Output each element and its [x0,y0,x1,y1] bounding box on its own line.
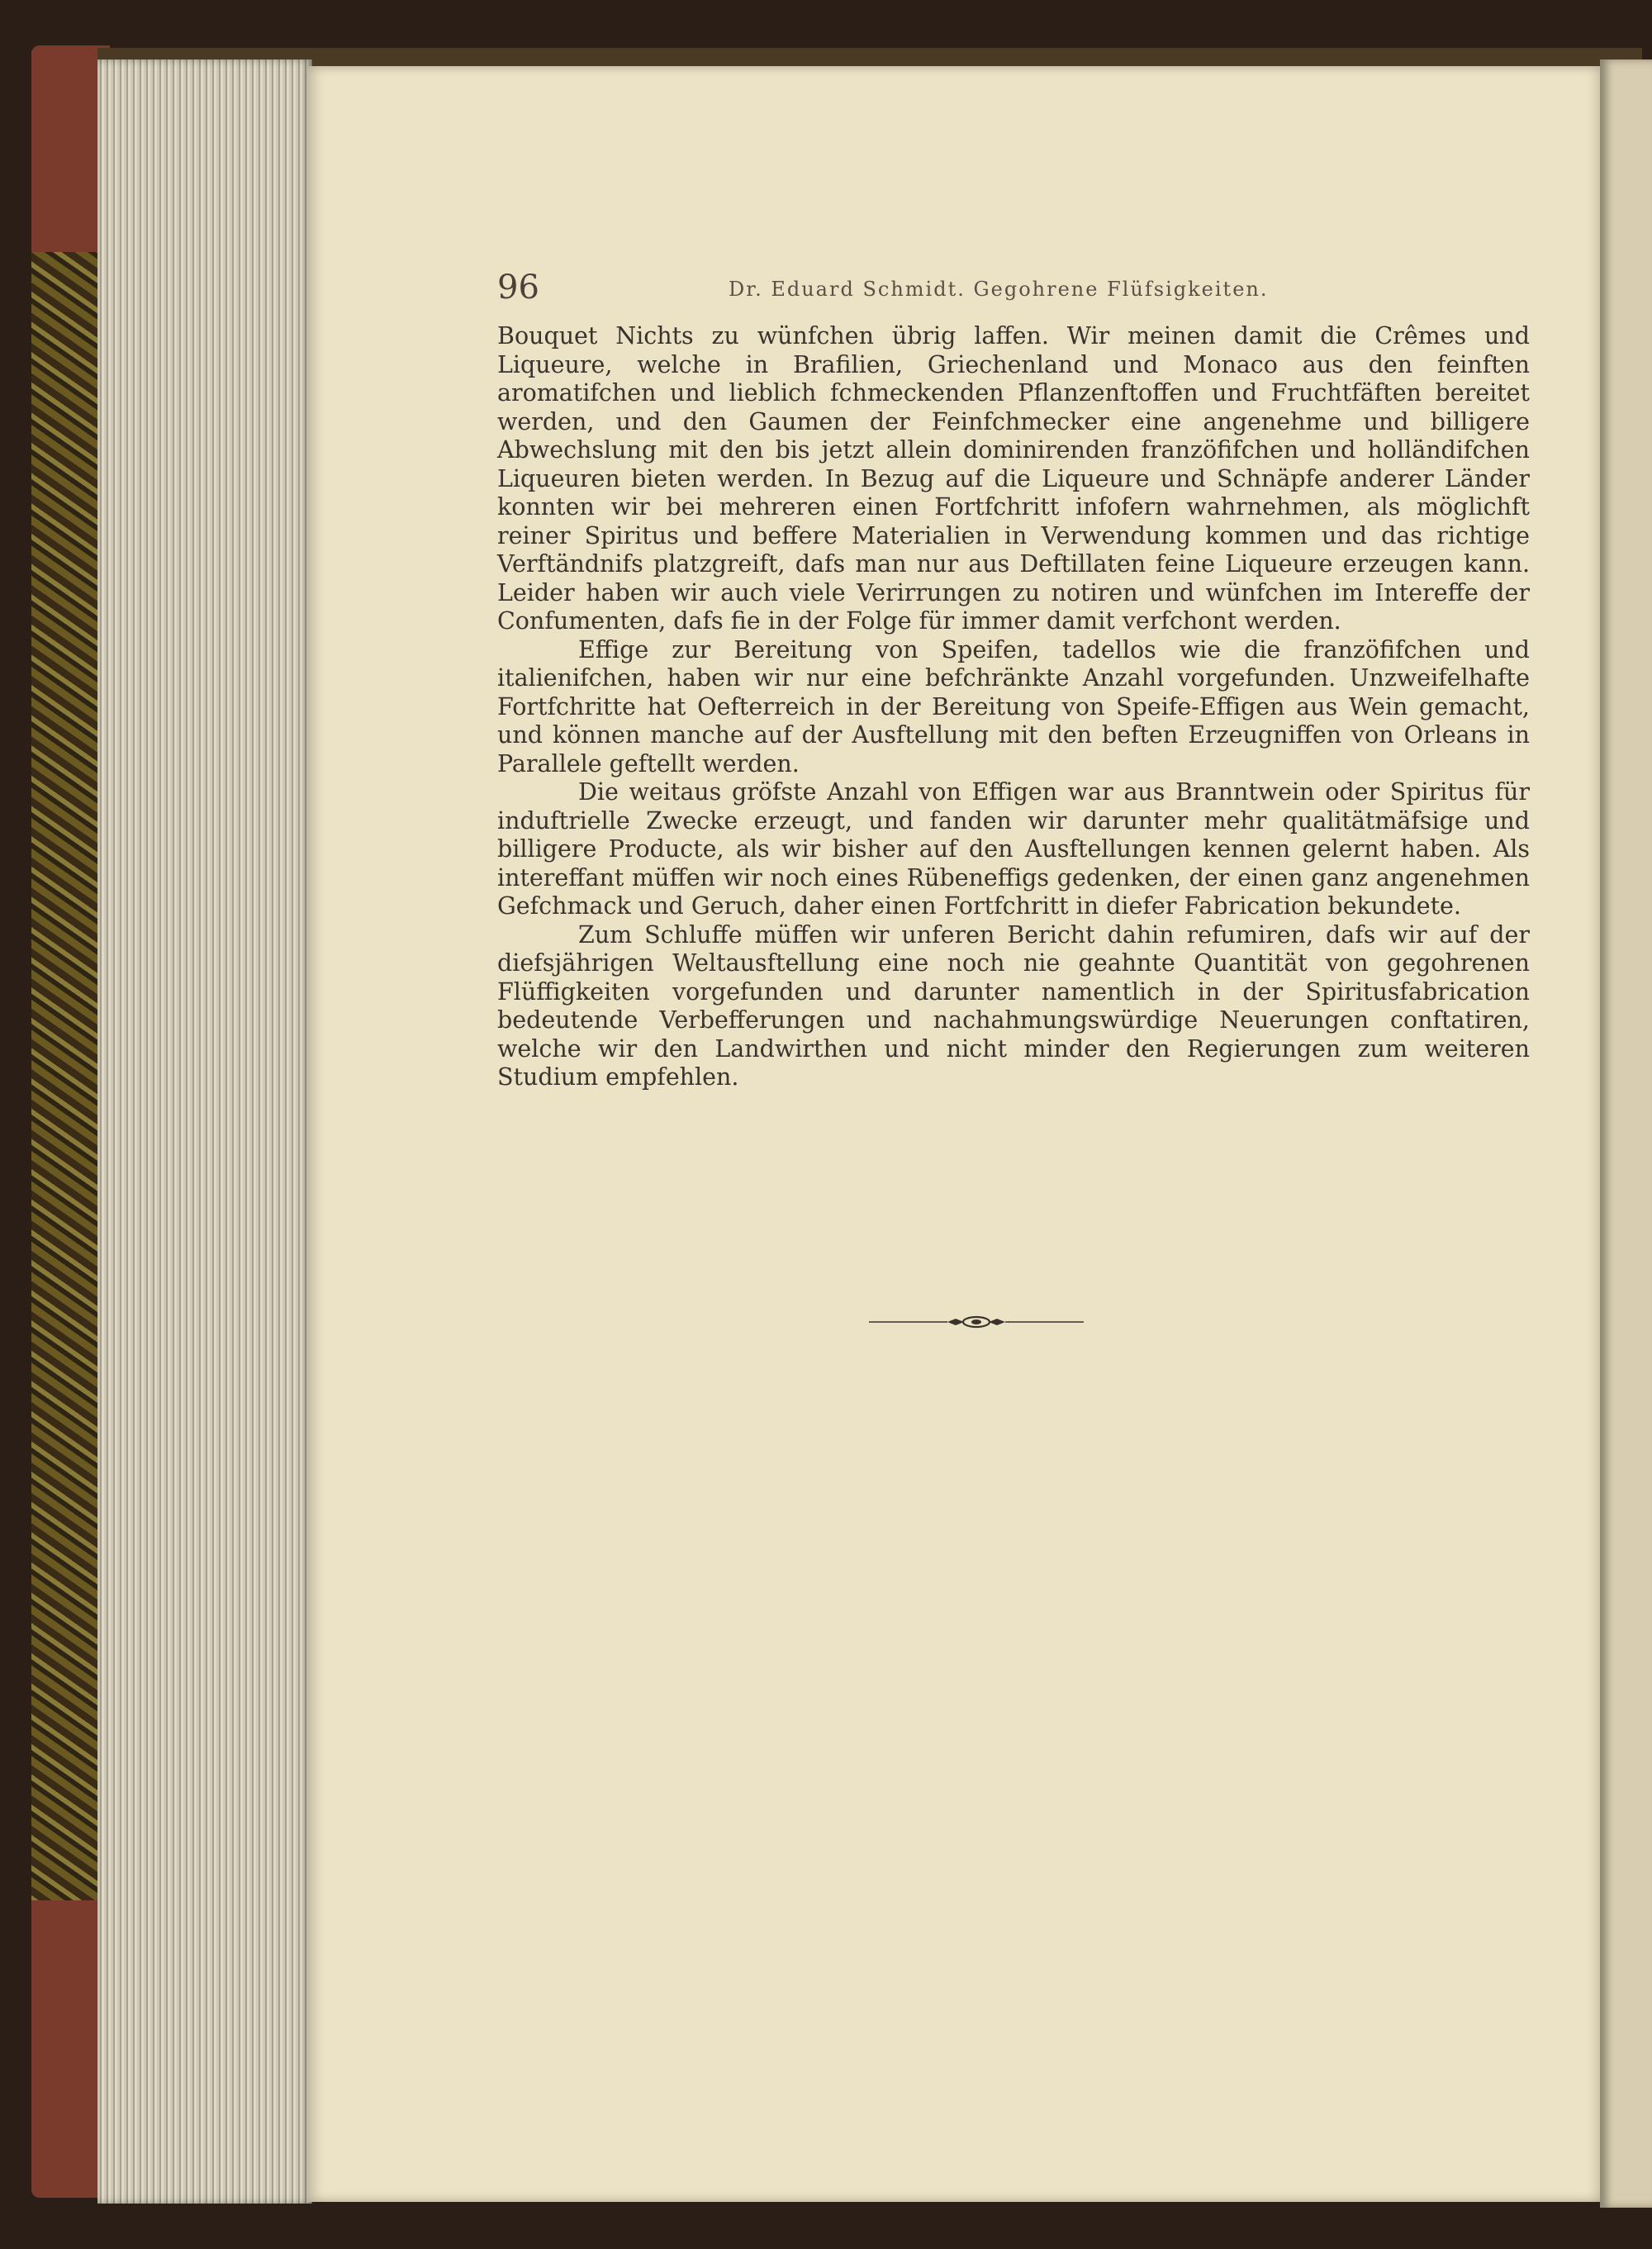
facing-page-edge [1600,59,1652,2208]
running-title: Dr. Eduard Schmidt. Gegohrene Flüfsigkeiten. [729,278,1269,301]
paragraph-3: Die weitaus gröfste Anzahl von Effigen war aus Branntwein oder Spiritus für induftrielle Zwecke erzeugt, und fanden wir darunter mehr qualitätmäfsige und billigere Producte, als wir bisher auf den Ausftellungen kennen gelernt haben. Als intereffant müffen wir noch eines Rübeneffigs gedenken, der einen ganz angenehmen Gefchmack und Geruch, daher einen Fortfchritt in diefer Fabrication bekundete. [497,778,1530,920]
page-header [497,263,1555,312]
body-text [497,322,1530,1092]
paragraph-2: Effige zur Bereitung von Speifen, tadellos wie die franzöfifchen und italienifchen, haben wir nur eine befchränkte Anzahl vorgefunden. Unzweifelhafte Fortfchritte hat Oefterreich in der Bereitung von Speife-Effigen aus Wein gemacht, und können manche auf der Ausftellung mit den beften Erzeugniffen von Orleans in Parallele geftellt werden. [497,635,1530,777]
paragraph-4: Zum Schluffe müffen wir unferen Bericht dahin refumiren, dafs wir auf der diefsjährigen Weltausftellung eine noch nie geahnte Quantität von gegohrenen Flüffigkeiten vorgefunden und darunter namentlich in der Spiritusfabrication bedeutende Verbefferungen und nachahmungswürdige Neuerungen conftatiren, welche wir den Landwirthen und nicht minder den Regierungen zum weiteren Studium empfehlen. [497,920,1530,1091]
book-top-edge [97,48,1642,66]
page-number: 96 [497,269,539,307]
tailpiece-ornament-icon [869,1310,1084,1334]
paragraph-1: Bouquet Nichts zu wünfchen übrig laffen. Wir meinen damit die Crêmes und Liqueure, welche in Brafilien, Griechenland und Monaco aus den feinften aromatifchen und lieblich fchmeckenden Pflanzenftoffen und Fruchtfäften bereitet werden, und den Gaumen der Feinfchmecker eine angenehme und billigere Abwechslung mit den bis jetzt allein dominirenden franzöfifchen und holländifchen Liqueuren bieten werden. In Bezug auf die Liqueure und Schnäpfe anderer Länder konnten wir bei mehreren einen Fortfchritt infofern wahrnehmen, als möglichft reiner Spiritus und beffere Materialien in Verwendung kommen und das richtige Verftändnifs platzgreift, dafs man nur aus Deftillaten feine Liqueure erzeugen kann. Leider haben wir auch viele Verirrungen zu notiren und wünfchen im Intereffe der Confumenten, dafs fie in der Folge für immer damit verfchont werden. [497,322,1530,635]
book-page [307,66,1600,2202]
page-block-edges [97,59,312,2204]
